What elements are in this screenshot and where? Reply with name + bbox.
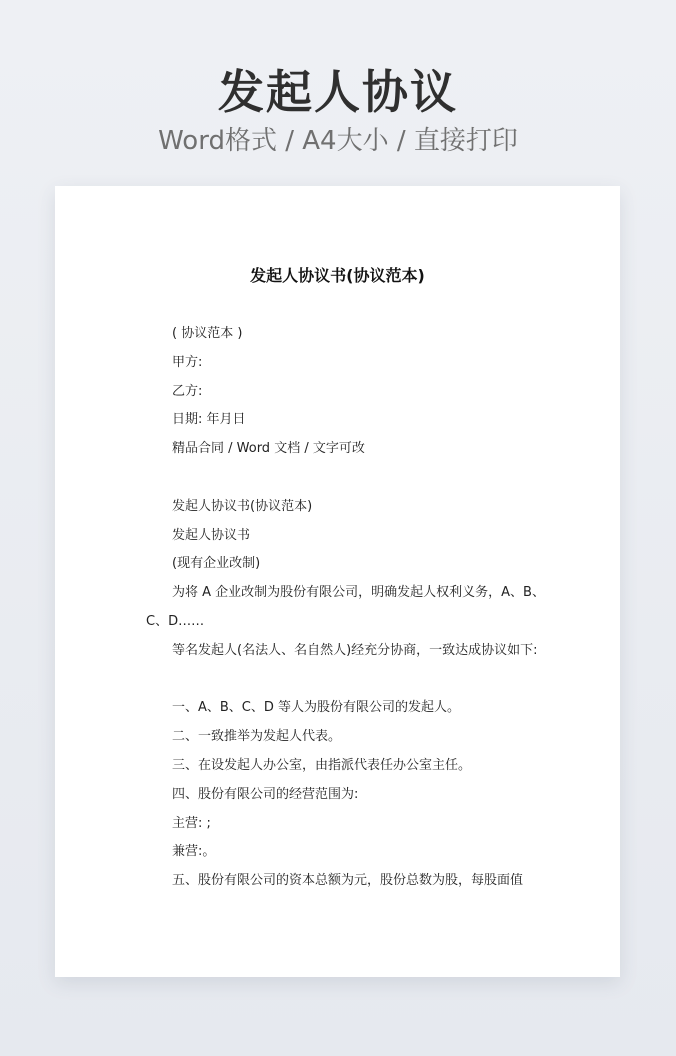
page-title: 发起人协议	[218, 65, 458, 119]
doc-line: 四、股份有限公司的经营范围为:	[172, 786, 359, 802]
document-page	[55, 186, 620, 977]
doc-line: 二、一致推举为发起人代表。	[172, 729, 342, 745]
doc-line: 主营: ;	[172, 815, 211, 831]
doc-line: 甲方:	[172, 354, 203, 370]
doc-blank-line	[172, 464, 532, 493]
doc-line: (现有企业改制)	[172, 556, 261, 572]
doc-line: 发起人协议书	[172, 527, 251, 543]
doc-line: 发起人协议书(协议范本)	[172, 498, 313, 514]
doc-line: 三、在设发起人办公室，由指派代表任办公室主任。	[172, 757, 472, 773]
doc-line: 兼营:。	[172, 844, 216, 860]
page-header	[0, 62, 676, 158]
doc-line: 乙方:	[172, 383, 203, 399]
doc-line: 五、股份有限公司的资本总额为元，股份总数为股，每股面值	[172, 873, 524, 889]
doc-line: 一、A、B、C、D 等人为股份有限公司的发起人。	[172, 700, 461, 716]
doc-blank-line	[172, 666, 532, 695]
doc-line: ( 协议范本 )	[172, 326, 243, 341]
doc-line: C、D……	[146, 613, 205, 629]
doc-line: 日期: 年月日	[172, 412, 246, 428]
page-subtitle: Word格式 / A4大小 / 直接打印	[158, 126, 518, 156]
doc-line: 为将 A 企业改制为股份有限公司，明确发起人权利义务，A、B、	[172, 585, 545, 601]
document-title: 发起人协议书(协议范本)	[250, 266, 425, 285]
doc-line: 精品合同 / Word 文档 / 文字可改	[172, 441, 365, 457]
doc-line: 等名发起人(名法人、名自然人)经充分协商，一致达成协议如下:	[172, 642, 538, 658]
document-body	[146, 320, 545, 896]
